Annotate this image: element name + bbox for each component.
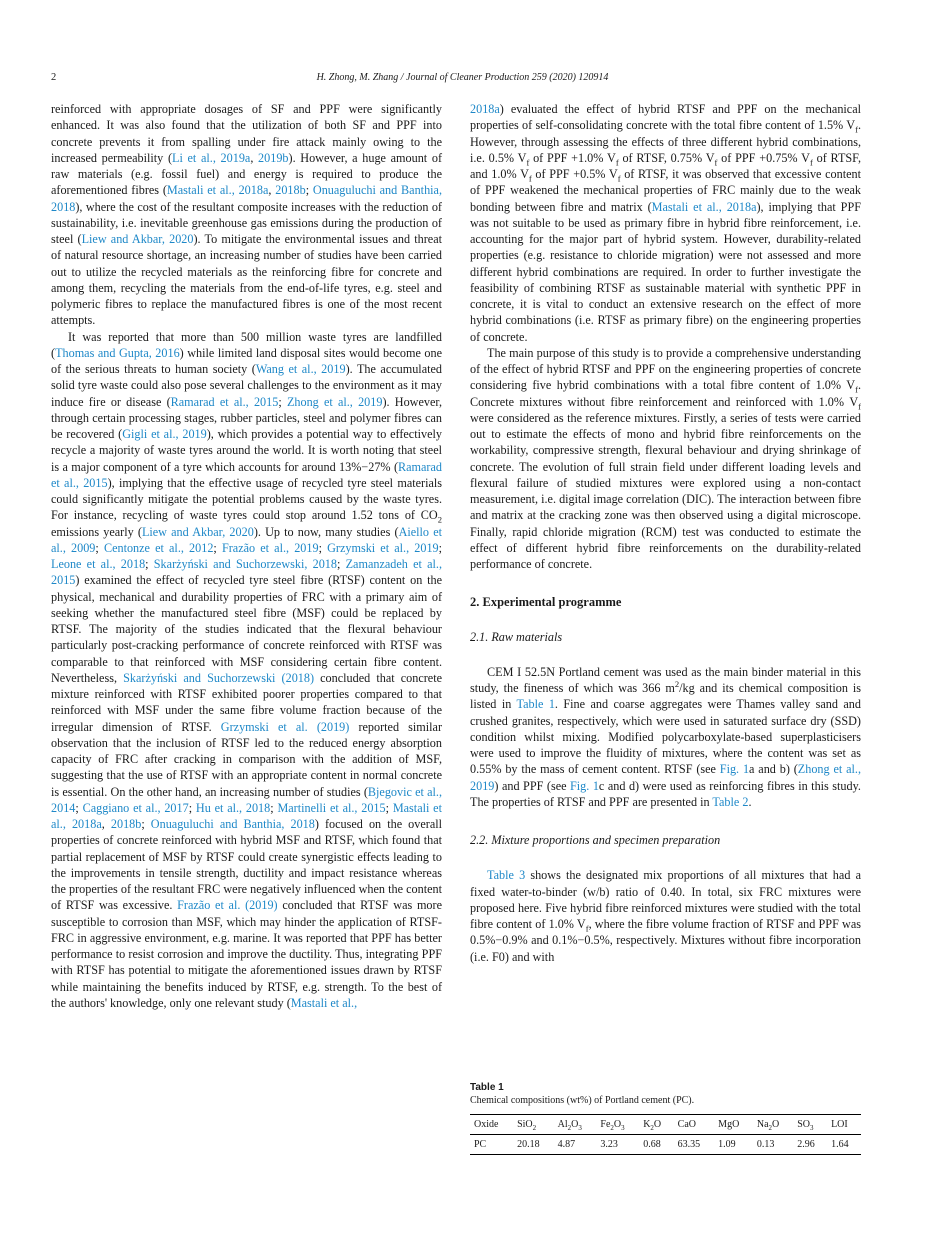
citation-link[interactable]: Zhong et al., 2019 bbox=[286, 394, 383, 409]
paragraph: CEM I 52.5N Portland cement was used as the main binder material in this study, the fineness of which was 366 $m^2/kg$ and its chemical composition is listed in Table 1. Fine and coarse aggregates were Thames valley sand and crushed granites, respectively, which were used in saturated surface dry (SSD) condition whilst mixing. Modified polycarboxylate-based superplasticisers were used to improve the fluidity of mixtures, where the content was set as 0.55% by the mass of cement content. RTSF (see Fig. 1a and b) (Zhong et al., 2019) and PPF (see Fig. 1c and d) were used as reinforcing fibres in this study. The properties of RTSF and PPF are presented in Table 2. bbox=[470, 664, 861, 809]
right-column bbox=[470, 101, 861, 965]
citation-link[interactable]: Skarżyński and Suchorzewski, 2018 bbox=[153, 557, 337, 571]
citation-link[interactable]: Leone et al., 2018 bbox=[51, 557, 146, 571]
citation-link[interactable]: Onuaguluchi and Banthia, 2018 bbox=[51, 183, 443, 214]
table-cell: 1.64 bbox=[831, 1139, 849, 1150]
left-column bbox=[51, 101, 442, 1011]
paragraph: 2018a) evaluated the effect of hybrid RTSF and PPF on the mechanical properties of self-consolidating concrete with the total fibre content of 1.5% $V_f$. However, through assessing the effects of three different hybrid combinations, i.e. 0.5% $V_f$ of PPF +1.0% $V_f$ of RTSF, 0.75% $V_f$ of PPF +0.75% $V_f$ of RTSF, and 1.0% $V_f$ of PPF +0.5% $V_f$ of RTSF, it was observed that excessive content of PPF weakened the mechanical properties of FRC mainly due to the weak bonding between fibre and matrix (Mastali et al., 2018a), implying that PPF was not suitable to be used as primary fibre in hybrid fibre reinforcement, i.e. accounting for the major part of hybrid system. However, durability-related properties (e.g. resistance to chloride migration) were not assessed and more different hybrid combinations are required. In order to further investigate the feasibility of combining RTSF as sustainable material with synthetic PPF in concrete, it is vital to conduct an extensive research on the effect of more hybrid combinations (i.e. RTSF as primary fibre) on the engineering properties of concrete. bbox=[470, 102, 862, 344]
table-cell: PC bbox=[474, 1139, 487, 1150]
citation-link[interactable]: Caggiano et al., 2017 bbox=[82, 800, 189, 815]
citation-link[interactable]: Ramarad et al., 2015 bbox=[51, 459, 442, 490]
table-1 bbox=[470, 1082, 861, 1155]
citation-link[interactable]: Liew and Akbar, 2020 bbox=[81, 232, 194, 246]
figure-link[interactable]: Fig. 1 bbox=[570, 778, 599, 793]
table-row bbox=[470, 1135, 861, 1155]
table-cell: 1.09 bbox=[718, 1139, 736, 1150]
paragraph: Table 3 shows the designated mix proportions of all mixtures that had a fixed water-to-binder (w/b) ratio of 0.40. In total, six FRC mixtures were proposed here. Five hybrid fibre reinforced mixtures were studied with the total fibre content of 1.0% $V_f$, where the fibre volume fraction of RTSF and PPF was 0.5%−0.9% and 0.1%−0.5%, respectively. Mixtures without fibre incorporation (i.e. F0) and with bbox=[470, 868, 861, 964]
paragraph: reinforced with appropriate dosages of SF and PPF were significantly enhanced. It was also found that the utilization of both SF and PPF into concrete prevents it from spalling under fire attack mainly owing to the increased permeability (Li et al., 2019a, 2019b). However, a huge amount of raw materials (e.g. fossil fuel) and energy is required to produce the aforementioned fibres (Mastali et al., 2018a, 2018b; Onuaguluchi and Banthia, 2018), where the cost of the resultant composite increases with the reduction of sustainability, i.e. inevitable greenhouse gas emissions during the production of steel (Liew and Akbar, 2020). To mitigate the environmental issues and threat of natural resource shortage, an increasing number of studies have been carried out to utilize the recycled materials as the reinforcing fibre for concrete and among them, recycling the materials from the end-of-life tyres, e.g. steel and polymeric fibres to replace the manufactured fibres is one of the most recent attempts. bbox=[51, 102, 443, 328]
table-cell: 20.18 bbox=[517, 1139, 540, 1150]
column-header: $Al_2O_3$ bbox=[557, 1119, 582, 1132]
citation-link[interactable]: Grzymski et al. (2019) bbox=[220, 719, 350, 734]
subsection-heading: 2.2. Mixture proportions and specimen preparation bbox=[470, 833, 721, 847]
column-header: LOI bbox=[831, 1119, 848, 1130]
citation-link[interactable]: Frazão et al. (2019) bbox=[177, 898, 278, 913]
column-header: Oxide bbox=[474, 1119, 499, 1130]
citation-link[interactable]: Skarżyński and Suchorzewski (2018) bbox=[123, 670, 315, 685]
citation-link[interactable]: Li et al., 2019a bbox=[172, 150, 251, 165]
chemical-composition-table bbox=[470, 1114, 861, 1155]
citation-link[interactable]: Ramarad et al., 2015 bbox=[170, 394, 279, 409]
citation-link[interactable]: 2018a bbox=[470, 102, 500, 116]
table-label: Table 1 bbox=[470, 1082, 504, 1093]
column-header: SiO$_2$ bbox=[517, 1119, 537, 1132]
column-header: CaO bbox=[677, 1119, 697, 1130]
citation-link[interactable]: Mastali et al., bbox=[290, 995, 358, 1010]
table-cell: 4.87 bbox=[557, 1139, 576, 1150]
citation-link[interactable]: Gigli et al., 2019 bbox=[122, 427, 207, 441]
citation-link[interactable]: Wang et al., 2019 bbox=[255, 362, 346, 376]
citation-link[interactable]: Liew and Akbar, 2020 bbox=[141, 524, 254, 539]
running-head: H. Zhong, M. Zhang / Journal of Cleaner Production 259 (2020) 120914 bbox=[316, 72, 609, 83]
paragraph: It was reported that more than 500 million waste tyres are landfilled (Thomas and Gupta, 2016) while limited land disposal sites would become one of the serious threats to human society (Wang et al., 2019). The accumulated solid tyre waste could also pose several challenges to the environment as it may induce fire or disease (Ramarad et al., 2015; Zhong et al., 2019). However, through certain processing stages, rubber particles, steel and polymer fibres can be recovered (Gigli et al., 2019), which provides a potential way to effectively recycle a majority of waste tyres around the world. It is worth noting that steel is a major component of a tyre which accounts for around 13%−27% (Ramarad et al., 2015), implying that the effective usage of recycled tyre steel materials could significantly mitigate the potential problems caused by the waste tyres. For instance, recycling of waste tyres could stop around 1.52 tons of $CO_2$ emissions yearly (Liew and Akbar, 2020). Up to now, many studies (Aiello et al., 2009; Centonze et al., 2012; Frazão et al., 2019; Grzymski et al., 2019; Leone et al., 2018; Skarżyński and Suchorzewski, 2018; Zamanzadeh et al., 2015) examined the effect of recycled tyre steel fibre (RTSF) content on the physical, mechanical and durability properties of FRC with a primary aim of seeking whether the manufactured steel fibre (MSF) could be replaced by RTSF. The majority of the studies indicated that the flexural behaviour particularly post-cracking performance of concrete reinforced with RTSF was comparable to that reinforced with MSF considering certain fibre content. Nevertheless, Skarżyński and Suchorzewski (2018) concluded that concrete mixture reinforced with RTSF exhibited poorer properties compared to that reinforced with MSF under the same fibre volume fraction because of the irregular dimension of RTSF. Grzymski et al. (2019) reported similar observation that the inclusion of RTSF led to the reduced energy absorption capacity of FRC after cracking in comparison with the addition of MSF, suggesting that the use of RTSF with an appropriate content in normal concrete is essential. On the other hand, an increasing number of studies (Bjegovic et al., 2014; Caggiano et al., 2017; Hu et al., 2018; Martinelli et al., 2015; Mastali et al., 2018a, 2018b; Onuaguluchi and Banthia, 2018) focused on the overall properties of concrete reinforced with hybrid MSF and RTSF, which found that partial replacement of MSF by RTSF could create synergistic effects leading to the improvements in tensile strength, ductility and impact resistance whereas the properties of the resultant FRC were negatively influenced when the content of RTSF was excessive. Frazão et al. (2019) concluded that RTSF was more susceptible to corrosion than MSF, which may hinder the application of RTSF-FRC in aggressive environment, e.g. marine. It was reported that PPF has better performance to resist corrosion and improve the ductility. Thus, integrating PPF with RTSF has potential to mitigate the aforementioned issues drawn by RTSF while maintaining the benefits induced by RTSF, e.g. strength. To the best of the authors' knowledge, only one relevant study (Mastali et al., bbox=[51, 329, 443, 1010]
table-link[interactable]: Table 1 bbox=[516, 697, 555, 712]
table-header-row bbox=[470, 1115, 861, 1135]
subsection-heading: 2.1. Raw materials bbox=[470, 629, 563, 644]
column-header: $Na_2O$ bbox=[756, 1119, 780, 1132]
citation-link[interactable]: Centonze et al., 2012 bbox=[103, 540, 214, 555]
citation-link[interactable]: Mastali et al., 2018a bbox=[166, 183, 269, 198]
citation-link[interactable]: Grzymski et al., 2019 bbox=[327, 540, 439, 555]
section-heading: 2. Experimental programme bbox=[470, 595, 622, 610]
citation-link[interactable]: Thomas and Gupta, 2016 bbox=[55, 345, 180, 360]
table-link[interactable]: Table 2 bbox=[712, 794, 749, 809]
column-header: $K_2O$ bbox=[643, 1119, 662, 1132]
citation-link[interactable]: Mastali et al., 2018a bbox=[51, 800, 442, 831]
table-cell: 0.13 bbox=[756, 1139, 775, 1150]
citation-link[interactable]: 2018b bbox=[110, 817, 142, 831]
table-cell: 63.35 bbox=[677, 1139, 701, 1150]
citation-link[interactable]: Zamanzadeh et al., 2015 bbox=[51, 557, 442, 588]
citation-link[interactable]: Hu et al., 2018 bbox=[195, 800, 271, 815]
citation-link[interactable]: 2019b bbox=[258, 150, 289, 165]
paragraph: The main purpose of this study is to provide a comprehensive understanding of the effect of hybrid RTSF and PPF on the engineering properties of concrete considering five hybrid combinations with a total fibre content of 1.0% $V_f$. Concrete mixtures without fibre reinforcement and reinforced with 1.0% $V_f$ were considered as the reference mixtures. Firstly, a series of tests were carried out to estimate the effects of mono and hybrid fibre reinforcements on the workability, compressive strength, flexural behaviour and drying shrinkage of concrete. The evolution of full strain field under different loading levels and flexural failure of studied mixtures were explored using a non-contact measurement, i.e. digital image correlation (DIC). The interaction between fibre and matrix at the cracking zone was then observed using a digital microscope. Finally, rapid chloride migration (RCM) test was conducted to estimate the effect of different hybrid fibre reinforcements on the durability-related performance of concrete. bbox=[470, 345, 861, 571]
citation-link[interactable]: Martinelli et al., 2015 bbox=[277, 800, 386, 815]
citation-link[interactable]: Aiello et al., 2009 bbox=[51, 524, 442, 555]
table-cell: 0.68 bbox=[643, 1139, 661, 1150]
column-header: $Fe_2O_3$ bbox=[600, 1119, 625, 1132]
citation-link[interactable]: Zhong et al., 2019 bbox=[470, 762, 861, 793]
table-caption: Chemical compositions (wt%) of Portland cement (PC). bbox=[470, 1095, 695, 1106]
table-cell: 2.96 bbox=[797, 1139, 815, 1150]
table-link[interactable]: Table 3 bbox=[487, 868, 526, 883]
citation-link[interactable]: 2018b bbox=[275, 183, 306, 198]
citation-link[interactable]: Onuaguluchi and Banthia, 2018 bbox=[150, 817, 315, 831]
citation-link[interactable]: Bjegovic et al., 2014 bbox=[51, 784, 442, 815]
citation-link[interactable]: Mastali et al., 2018a bbox=[651, 199, 757, 214]
citation-link[interactable]: Frazão et al., 2019 bbox=[221, 540, 319, 555]
column-header: MgO bbox=[718, 1119, 740, 1130]
figure-link[interactable]: Fig. 1 bbox=[719, 762, 750, 777]
page-number: 2 bbox=[51, 72, 57, 83]
table-cell: 3.23 bbox=[600, 1139, 618, 1150]
column-header: $SO_3$ bbox=[797, 1119, 814, 1132]
